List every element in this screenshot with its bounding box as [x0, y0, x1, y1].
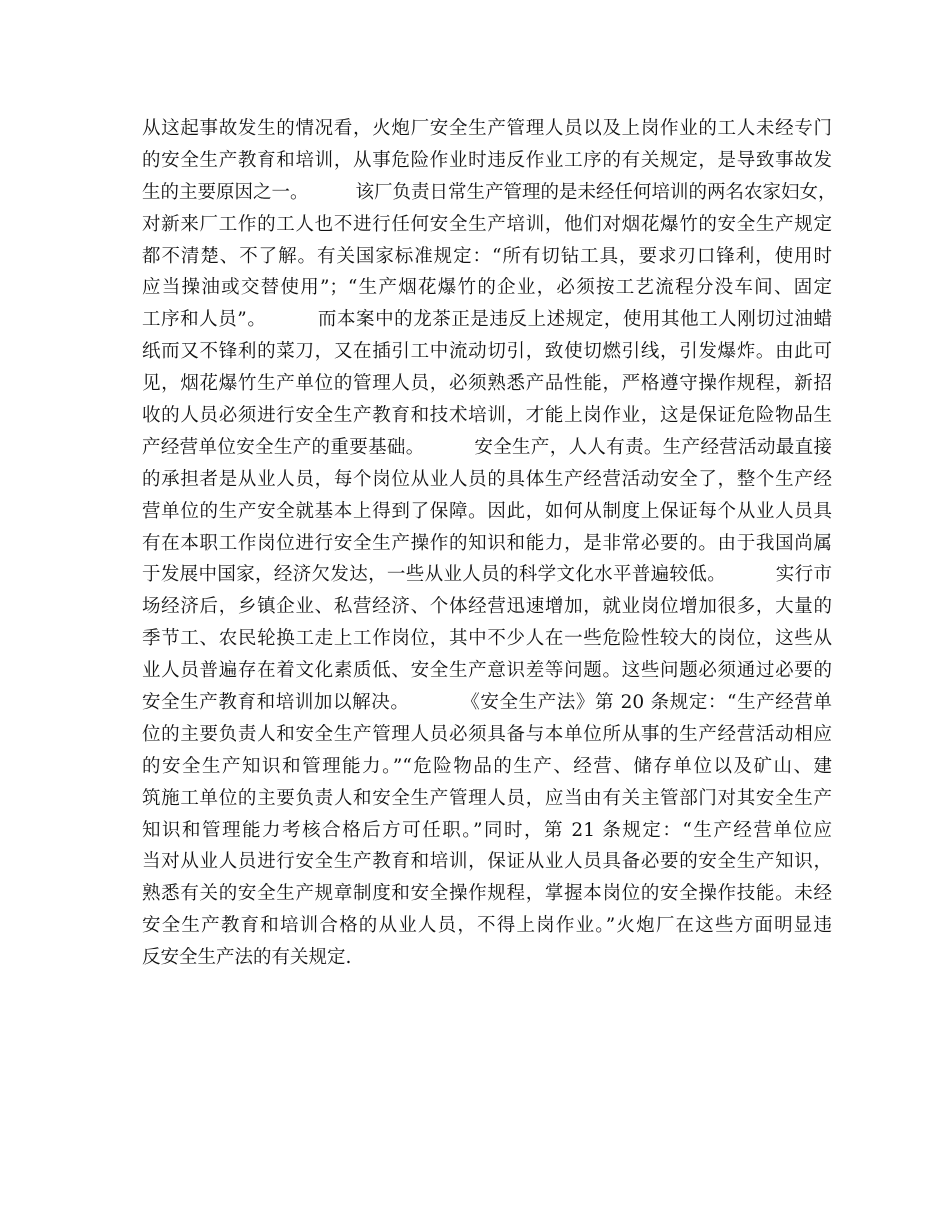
- text-line: 安全生产教育和培训加以解决。 《安全生产法》第 20 条规定：“生产经营单: [142, 692, 832, 714]
- text-line: 于发展中国家，经济欠发达，一些从业人员的科学文化水平普遍较低。 实行市: [142, 564, 832, 586]
- text-line: 场经济后，乡镇企业、私营经济、个体经营迅速增加，就业岗位增加很多，大量的: [142, 596, 832, 618]
- text-line-final: 反安全生产法的有关规定.: [142, 947, 352, 969]
- text-line: 安全生产教育和培训合格的从业人员，不得上岗作业。”火炮厂在这些方面明显违: [142, 915, 832, 937]
- text-line: 有在本职工作岗位进行安全生产操作的知识和能力，是非常必要的。由于我国尚属: [142, 532, 832, 554]
- text-line: 见，烟花爆竹生产单位的管理人员，必须熟悉产品性能，严格遵守操作规程，新招: [142, 373, 832, 395]
- text-line: 从这起事故发生的情况看，火炮厂安全生产管理人员以及上岗作业的工人未经专门: [142, 118, 832, 139]
- text-line: 筑施工单位的主要负责人和安全生产管理人员，应当由有关主管部门对其安全生产: [142, 787, 832, 809]
- text-line: 应当操油或交替使用”；“生产烟花爆竹的企业，必须按工艺流程分没车间、固定: [142, 277, 832, 299]
- text-line: 都不清楚、不了解。有关国家标准规定：“所有切钻工具，要求刃口锋利，使用时: [142, 245, 832, 267]
- text-line: 业人员普遍存在着文化素质低、安全生产意识差等问题。这些问题必须通过必要的: [142, 660, 832, 682]
- text-line: 位的主要负责人和安全生产管理人员必须具备与本单位所从事的生产经营活动相应: [142, 723, 832, 745]
- text-line: 知识和管理能力考核合格后方可任职。”同时，第 21 条规定：“生产经营单位应: [142, 819, 832, 841]
- text-line: 对新来厂工作的工人也不进行任何安全生产培训，他们对烟花爆竹的安全生产规定: [142, 213, 832, 235]
- text-line: 熟悉有关的安全生产规章制度和安全操作规程，掌握本岗位的安全操作技能。未经: [142, 883, 832, 905]
- text-line: 纸而又不锋利的菜刀，又在插引工中流动切引，致使切燃引线，引发爆炸。由此可: [142, 341, 832, 363]
- text-line: 产经营单位安全生产的重要基础。 安全生产，人人有责。生产经营活动最直接: [142, 436, 832, 458]
- text-line: 生的主要原因之一。 该厂负责日常生产管理的是未经任何培训的两名农家妇女，: [142, 181, 837, 203]
- text-line: 季节工、农民轮换工走上工作岗位，其中不少人在一些危险性较大的岗位，这些从: [142, 628, 832, 650]
- text-line: 的安全生产教育和培训，从事危险作业时违反作业工序的有关规定，是导致事故发: [142, 149, 832, 171]
- text-line: 收的人员必须进行安全生产教育和技术培训，才能上岗作业，这是保证危险物品生: [142, 405, 832, 427]
- text-line: 的承担者是从业人员，每个岗位从业人员的具体生产经营活动安全了，整个生产经: [142, 468, 832, 490]
- text-line: 的安全生产知识和管理能力。”“危险物品的生产、经营、储存单位以及矿山、建: [142, 755, 832, 777]
- body-text: [142, 113, 837, 974]
- text-line: 工序和人员”。 而本案中的龙茶正是违反上述规定，使用其他工人刚切过油蜡: [142, 309, 832, 331]
- text-line: 营单位的生产安全就基本上得到了保障。因此，如何从制度上保证每个从业人员具: [142, 500, 832, 522]
- text-line: 当对从业人员进行安全生产教育和培训，保证从业人员具备必要的安全生产知识，: [142, 851, 832, 873]
